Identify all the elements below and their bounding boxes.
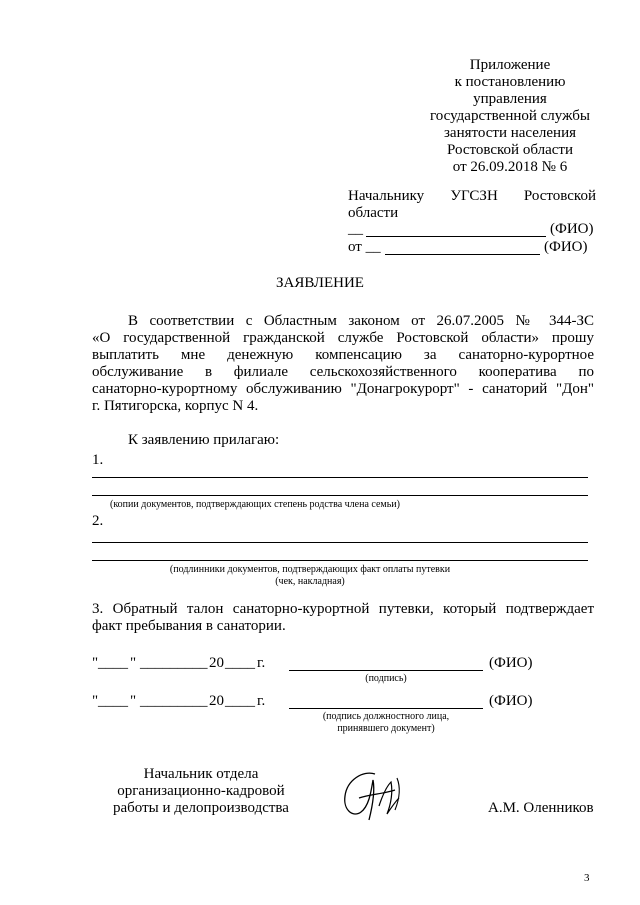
addressee-word: Ростовской	[523, 188, 596, 204]
signature-blank	[289, 708, 483, 709]
appendix-line: занятости населения	[443, 125, 576, 141]
date-quote-close: "	[130, 693, 137, 709]
body-line: выплатить мне денежную компенсацию за санаторно-курортное	[92, 347, 594, 363]
body-line: «О государственной гражданской службе Ростовской области» прошу	[92, 330, 594, 346]
signature-row-1	[92, 655, 612, 695]
page-number: 3	[584, 872, 590, 884]
body-line: г. Пятигорска, корпус N 4.	[92, 398, 259, 414]
appendix-line: государственной службы	[430, 108, 590, 124]
date-year-prefix: 20	[209, 693, 224, 709]
date-month-blank: _________	[140, 655, 208, 671]
body-line: санаторно-курортному обслуживанию "Донагрокурорт" - санаторий "Дон"	[92, 381, 594, 397]
attachment-2-line	[92, 560, 588, 561]
fio-label: (ФИО)	[489, 693, 533, 709]
date-quote-open: "	[92, 693, 99, 709]
attachment-1-number: 1.	[92, 452, 104, 468]
signature-blank	[289, 670, 483, 671]
fio-applicant-blank	[385, 254, 540, 255]
caption-line: (чек, накладная)	[275, 576, 345, 587]
attachment-1-caption: (копии документов, подтверждающих степень родства члена семьи)	[110, 499, 400, 510]
fio-recipient-blank	[366, 236, 546, 237]
caption-line: (подпись)	[365, 673, 407, 684]
fio-recipient-prefix: __	[348, 221, 363, 237]
appendix-line: Приложение	[469, 57, 551, 73]
attachment-2-caption	[150, 564, 470, 588]
handwritten-signature-icon	[335, 764, 415, 834]
position-line: Начальник отдела	[143, 766, 259, 782]
date-quote-close: "	[130, 655, 137, 671]
addressee-block	[348, 188, 596, 222]
date-day-blank: ____	[98, 655, 128, 671]
attachment-3-line: факт пребывания в санатории.	[92, 618, 286, 634]
appendix-line: Ростовской области	[447, 142, 573, 158]
addressee-word: Начальнику	[348, 188, 425, 204]
date-year-suffix: г.	[257, 693, 266, 709]
fio-applicant-label: (ФИО)	[544, 239, 588, 255]
attachment-2-number: 2.	[92, 513, 104, 529]
appendix-line: к постановлению	[454, 74, 566, 90]
attachments-heading: К заявлению прилагаю:	[128, 432, 280, 448]
date-year-blank: ____	[225, 655, 255, 671]
from-label: от __	[348, 239, 381, 255]
signature-row-2	[92, 693, 612, 743]
position-line: организационно-кадровой	[117, 783, 285, 799]
position-line: работы и делопроизводства	[113, 800, 289, 816]
body-line: В соответствии с Областным законом от 26.07.2005 № 344-ЗС	[128, 313, 594, 329]
addressee-line2: области	[348, 205, 399, 221]
attachment-2-line	[92, 542, 588, 543]
attachment-3	[92, 601, 594, 635]
addressee-line1	[348, 188, 596, 205]
date-month-blank: _________	[140, 693, 208, 709]
date-year-blank: ____	[225, 693, 255, 709]
caption-line: (подпись должностного лица,	[322, 711, 450, 722]
appendix-line: управления	[473, 91, 547, 107]
signer-position	[108, 766, 294, 817]
body-paragraph	[92, 313, 594, 415]
date-year-prefix: 20	[209, 655, 224, 671]
appendix-date: от 26.09.2018 № 6	[452, 159, 568, 175]
addressee-word: УГСЗН	[450, 188, 498, 204]
date-year-suffix: г.	[257, 655, 266, 671]
caption-line: принявшего документ)	[337, 723, 435, 734]
date-quote-open: "	[92, 655, 99, 671]
attachment-1-line	[92, 495, 588, 496]
body-line: обслуживание в филиале сельскохозяйственного кооператива по	[92, 364, 594, 380]
caption-line: (подлинники документов, подтверждающих факт оплаты путевки	[169, 564, 451, 575]
appendix-block	[415, 57, 605, 176]
signer-name: А.М. Оленников	[488, 800, 594, 816]
document-title: ЗАЯВЛЕНИЕ	[276, 275, 364, 291]
signature-caption	[289, 673, 483, 685]
fio-label: (ФИО)	[489, 655, 533, 671]
signature-caption	[289, 711, 483, 735]
attachment-3-line: 3. Обратный талон санаторно-курортной путевки, который подтверждает	[92, 601, 594, 617]
date-day-blank: ____	[98, 693, 128, 709]
attachment-1-line	[92, 477, 588, 478]
fio-recipient-label: (ФИО)	[550, 221, 594, 237]
